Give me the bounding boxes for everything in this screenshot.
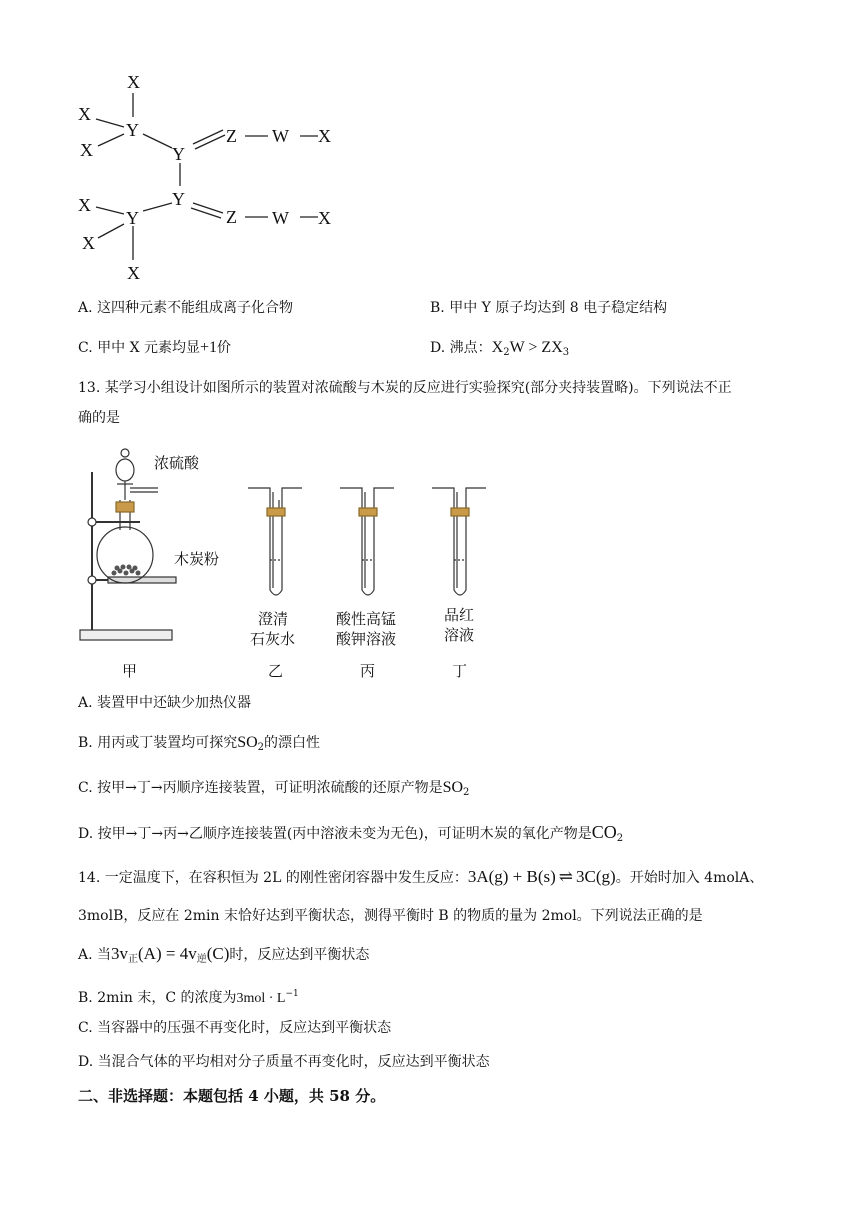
subscript: 2 — [463, 787, 470, 798]
label-limewater-1: 澄清 — [258, 612, 289, 628]
formula: SO — [442, 779, 464, 796]
q13-option-d[interactable] — [78, 822, 623, 849]
q14-option-b[interactable] — [78, 984, 299, 1009]
atom-x: X — [80, 140, 93, 160]
option-text: D. 沸点： — [430, 340, 492, 356]
subscript: 2 — [503, 347, 510, 358]
formula: CO — [591, 822, 617, 842]
subscript: 2 — [616, 833, 624, 844]
atom-x: X — [318, 208, 331, 228]
subscript: 3 — [562, 347, 570, 358]
label-limewater-2: 石灰水 — [250, 632, 296, 648]
atom-y: Y — [172, 144, 185, 164]
section-heading: 二、非选择题：本题包括 4 小题，共 58 分。 — [78, 1087, 386, 1105]
stem-text: 。开始时加入 4molA、 — [615, 870, 764, 886]
atom-y: Y — [172, 189, 185, 209]
formula: (C) — [206, 944, 230, 963]
caption-jia: 甲 — [122, 664, 138, 680]
caption-bing: 丙 — [360, 664, 376, 680]
equilibrium-arrow-icon: ⇌ — [558, 867, 574, 886]
caption-ding: 丁 — [452, 664, 468, 680]
equation-left: 3A(g) + B(s) — [467, 867, 556, 886]
q12-option-a[interactable]: A. 这四种元素不能组成离子化合物 — [78, 300, 294, 316]
q13-stem-line1: 13. 某学习小组设计如图所示的装置对浓硫酸与木炭的反应进行实验探究(部分夹持装置略)。下列说法不正 — [78, 380, 732, 396]
label-acid: 浓硫酸 — [154, 456, 200, 472]
formula: SO — [237, 734, 258, 751]
q13-option-a[interactable]: A. 装置甲中还缺少加热仪器 — [78, 695, 252, 711]
formula: W > ZX — [509, 339, 563, 356]
option-text: C. 按甲→丁→丙顺序连接装置，可证明浓硫酸的还原产物是 — [78, 780, 443, 796]
q12-option-c[interactable] — [78, 338, 231, 358]
q13-stem-line2: 确的是 — [78, 410, 120, 426]
label-charcoal: 木炭粉 — [174, 552, 220, 568]
atom-y: Y — [126, 120, 139, 140]
option-text: A. 当 — [78, 947, 112, 963]
subscript: 逆 — [196, 954, 207, 965]
subscript: 2 — [257, 742, 265, 753]
atom-y: Y — [126, 208, 139, 228]
label-kmno4-1: 酸性高锰 — [336, 612, 397, 628]
atom-w: W — [272, 126, 289, 146]
option-text: B. 2min 末，C 的浓度为 — [78, 990, 237, 1006]
formula: 3v — [111, 944, 129, 963]
q14-stem-line1 — [78, 867, 763, 888]
q14-stem-line2: 3molB，反应在 2min 末恰好达到平衡状态，测得平衡时 B 的物质的量为 2mol。下列说法正确的是 — [78, 908, 703, 924]
atom-z: Z — [226, 207, 237, 227]
superscript: −1 — [285, 989, 299, 999]
label-kmno4-2: 酸钾溶液 — [336, 632, 397, 648]
atom-x: X — [127, 72, 140, 92]
option-text: 的漂白性 — [264, 735, 321, 751]
formula: X — [491, 339, 504, 356]
formula: +1 — [199, 339, 218, 356]
atom-x: X — [78, 195, 91, 215]
label-fuchsine-1: 品红 — [444, 608, 475, 624]
q14-option-a[interactable] — [78, 944, 369, 970]
formula: (A) = 4v — [138, 944, 197, 963]
option-text: D. 按甲→丁→丙→乙顺序连接装置(丙中溶液未变为无色)，可证明木炭的氧化产物是 — [78, 826, 592, 842]
caption-yi: 乙 — [268, 664, 284, 680]
equation-right: 3C(g) — [576, 867, 616, 886]
q12-option-b[interactable]: B. 甲中 Y 原子均达到 8 电子稳定结构 — [430, 300, 668, 316]
option-text: C. 甲中 X 元素均显 — [78, 340, 200, 356]
atom-w: W — [272, 208, 289, 228]
q14-option-d[interactable]: D. 当混合气体的平均相对分子质量不再变化时，反应达到平衡状态 — [78, 1054, 490, 1070]
atom-x: X — [127, 263, 140, 283]
q12-option-d[interactable] — [430, 338, 569, 363]
label-fuchsine-2: 溶液 — [444, 628, 475, 644]
atom-x: X — [318, 126, 331, 146]
q13-option-b[interactable] — [78, 733, 320, 758]
subscript: 正 — [128, 954, 139, 965]
stem-text: 14. 一定温度下，在容积恒为 2L 的刚性密闭容器中发生反应： — [78, 870, 468, 886]
option-text: 价 — [217, 340, 232, 356]
q13-option-c[interactable] — [78, 778, 469, 803]
atom-x: X — [78, 104, 91, 124]
structure-diagram — [70, 60, 360, 290]
atom-z: Z — [226, 126, 237, 146]
q14-option-c[interactable]: C. 当容器中的压强不再变化时，反应达到平衡状态 — [78, 1020, 392, 1036]
option-text: B. 用丙或丁装置均可探究 — [78, 735, 238, 751]
option-text: 时，反应达到平衡状态 — [229, 947, 370, 963]
atom-x: X — [82, 233, 95, 253]
formula: 3mol · L — [236, 991, 286, 1006]
apparatus-diagram — [70, 440, 510, 690]
